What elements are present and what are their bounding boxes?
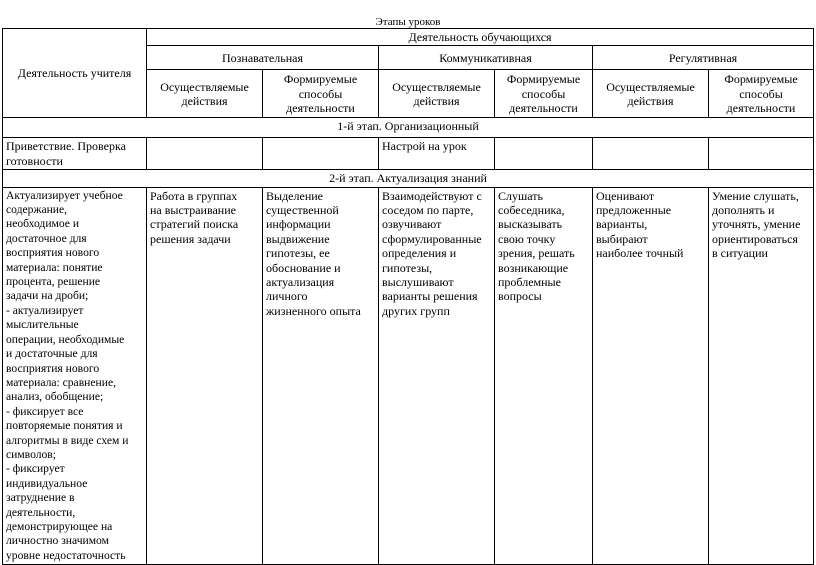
stage-2-cog-action: Работа в группах на выстраивание стратегий поиска решения задачи bbox=[147, 187, 263, 565]
stage-1-reg-action bbox=[593, 138, 709, 170]
header-regulatory: Регулятивная bbox=[593, 46, 814, 70]
header-comm-methods: Формируемые способы деятельности bbox=[495, 70, 593, 118]
stage-1-cog-method bbox=[263, 138, 379, 170]
table-caption: Этапы уроков bbox=[375, 16, 441, 28]
header-comm-actions: Осуществляемые действия bbox=[379, 70, 495, 118]
stage-1-comm-action: Настрой на урок bbox=[379, 138, 495, 170]
stage-1-reg-method bbox=[709, 138, 814, 170]
header-reg-actions: Осуществляемые действия bbox=[593, 70, 709, 118]
stage-2-reg-action: Оценивают предложенные варианты, выбирают наиболее точный bbox=[593, 187, 709, 565]
lesson-stages-table bbox=[2, 28, 814, 565]
stage-2-cog-method: Выделение существенной информации выдвижение гипотезы, ее обоснование и актуализация личного жизненного опыта bbox=[263, 187, 379, 565]
stage-2-title: 2-й этап. Актуализация знаний bbox=[3, 170, 814, 187]
header-reg-methods: Формируемые способы деятельности bbox=[709, 70, 814, 118]
header-cognitive: Познавательная bbox=[147, 46, 379, 70]
stage-2-comm-method: Слушать собеседника, высказывать свою точку зрения, решать возникающие проблемные вопросы bbox=[495, 187, 593, 565]
header-teacher-activity: Деятельность учителя bbox=[3, 29, 147, 118]
stage-1-teacher-cell: Приветствие. Проверка готовности bbox=[3, 138, 147, 170]
header-communicative: Коммуникативная bbox=[379, 46, 593, 70]
header-cog-actions: Осуществляемые действия bbox=[147, 70, 263, 118]
header-cog-methods: Формируемые способы деятельности bbox=[263, 70, 379, 118]
stage-2-teacher-cell: Актуализирует учебное содержание, необходимое и достаточное для восприятия нового материала: понятие процента, решение задачи на дроби; - актуализирует мыслительные операции, необходимые и достаточные для восприятия нового материала: сравнение, анализ, обобщение; - фиксирует все повторяемые понятия и алгоритмы в виде схем и символов; - фиксирует индивидуальное затруднение в деятельности, демонстрирующее на личностно значимом уровне недостаточность bbox=[3, 187, 147, 565]
stage-2-reg-method: Умение слушать, дополнять и уточнять, умение ориентироваться в ситуации bbox=[709, 187, 814, 565]
stage-1-title: 1-й этап. Организационный bbox=[3, 118, 814, 138]
stage-1-comm-method bbox=[495, 138, 593, 170]
header-student-activity: Деятельность обучающихся bbox=[147, 29, 814, 46]
stage-2-comm-action: Взаимодействуют с соседом по парте, озвучивают сформулированные определения и гипотезы, выслушивают варианты решения других групп bbox=[379, 187, 495, 565]
stage-1-cog-action bbox=[147, 138, 263, 170]
